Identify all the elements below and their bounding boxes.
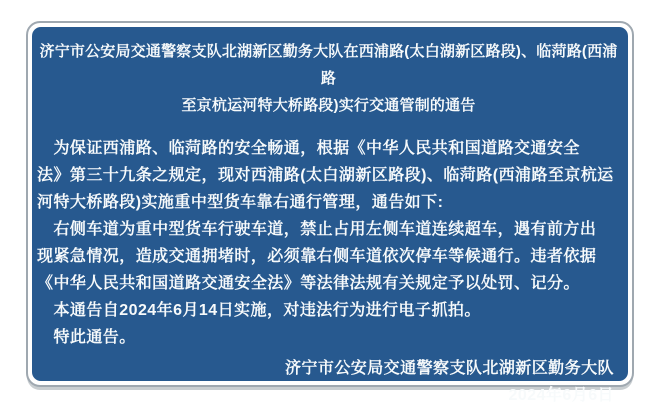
notice-body-line: 右侧车道为重中型货车行驶车道，禁止占用左侧车道连续超车，遇有前方出 [37,221,597,238]
notice-title-line-2: 至京杭运河特大桥路段)实行交通管制的通告 [181,97,476,114]
notice-body-line: 法》第三十九条之规定，现对西浦路(太白湖新区路段)、临菏路(西浦路至京杭运 [37,167,614,184]
notice-body-line: 河特大桥路段)实施重中型货车靠右通行管理，通告如下: [37,194,444,211]
notice-title [37,38,620,119]
notice-body-line: 特此通告。 [37,329,136,346]
notice-panel [32,27,628,404]
notice-body-line: 《中华人民共和国道路交通安全法》等法律法规有关规定予以处罚、记分。 [37,275,580,292]
notice-body-line: 为保证西浦路、临菏路的安全畅通，根据《中华人民共和国道路交通安全 [37,140,580,157]
notice-body-line: 现紧急情况，造成交通拥堵时，必须靠右侧车道依次停车等候通行。违者依据 [37,248,597,265]
notice-title-line-1: 济宁市公安局交通警察支队北湖新区勤务大队在西浦路(太白湖新区路段)、临菏路(西浦路 [39,43,618,87]
notice-body [37,135,620,351]
notice-signature: 济宁市公安局交通警察支队北湖新区勤务大队 [284,360,614,377]
notice-date: 2024年6月6日 [508,387,614,404]
notice-card [26,21,634,404]
notice-body-line: 本通告自2024年6月14日实施，对违法行为进行电子抓拍。 [37,302,481,319]
